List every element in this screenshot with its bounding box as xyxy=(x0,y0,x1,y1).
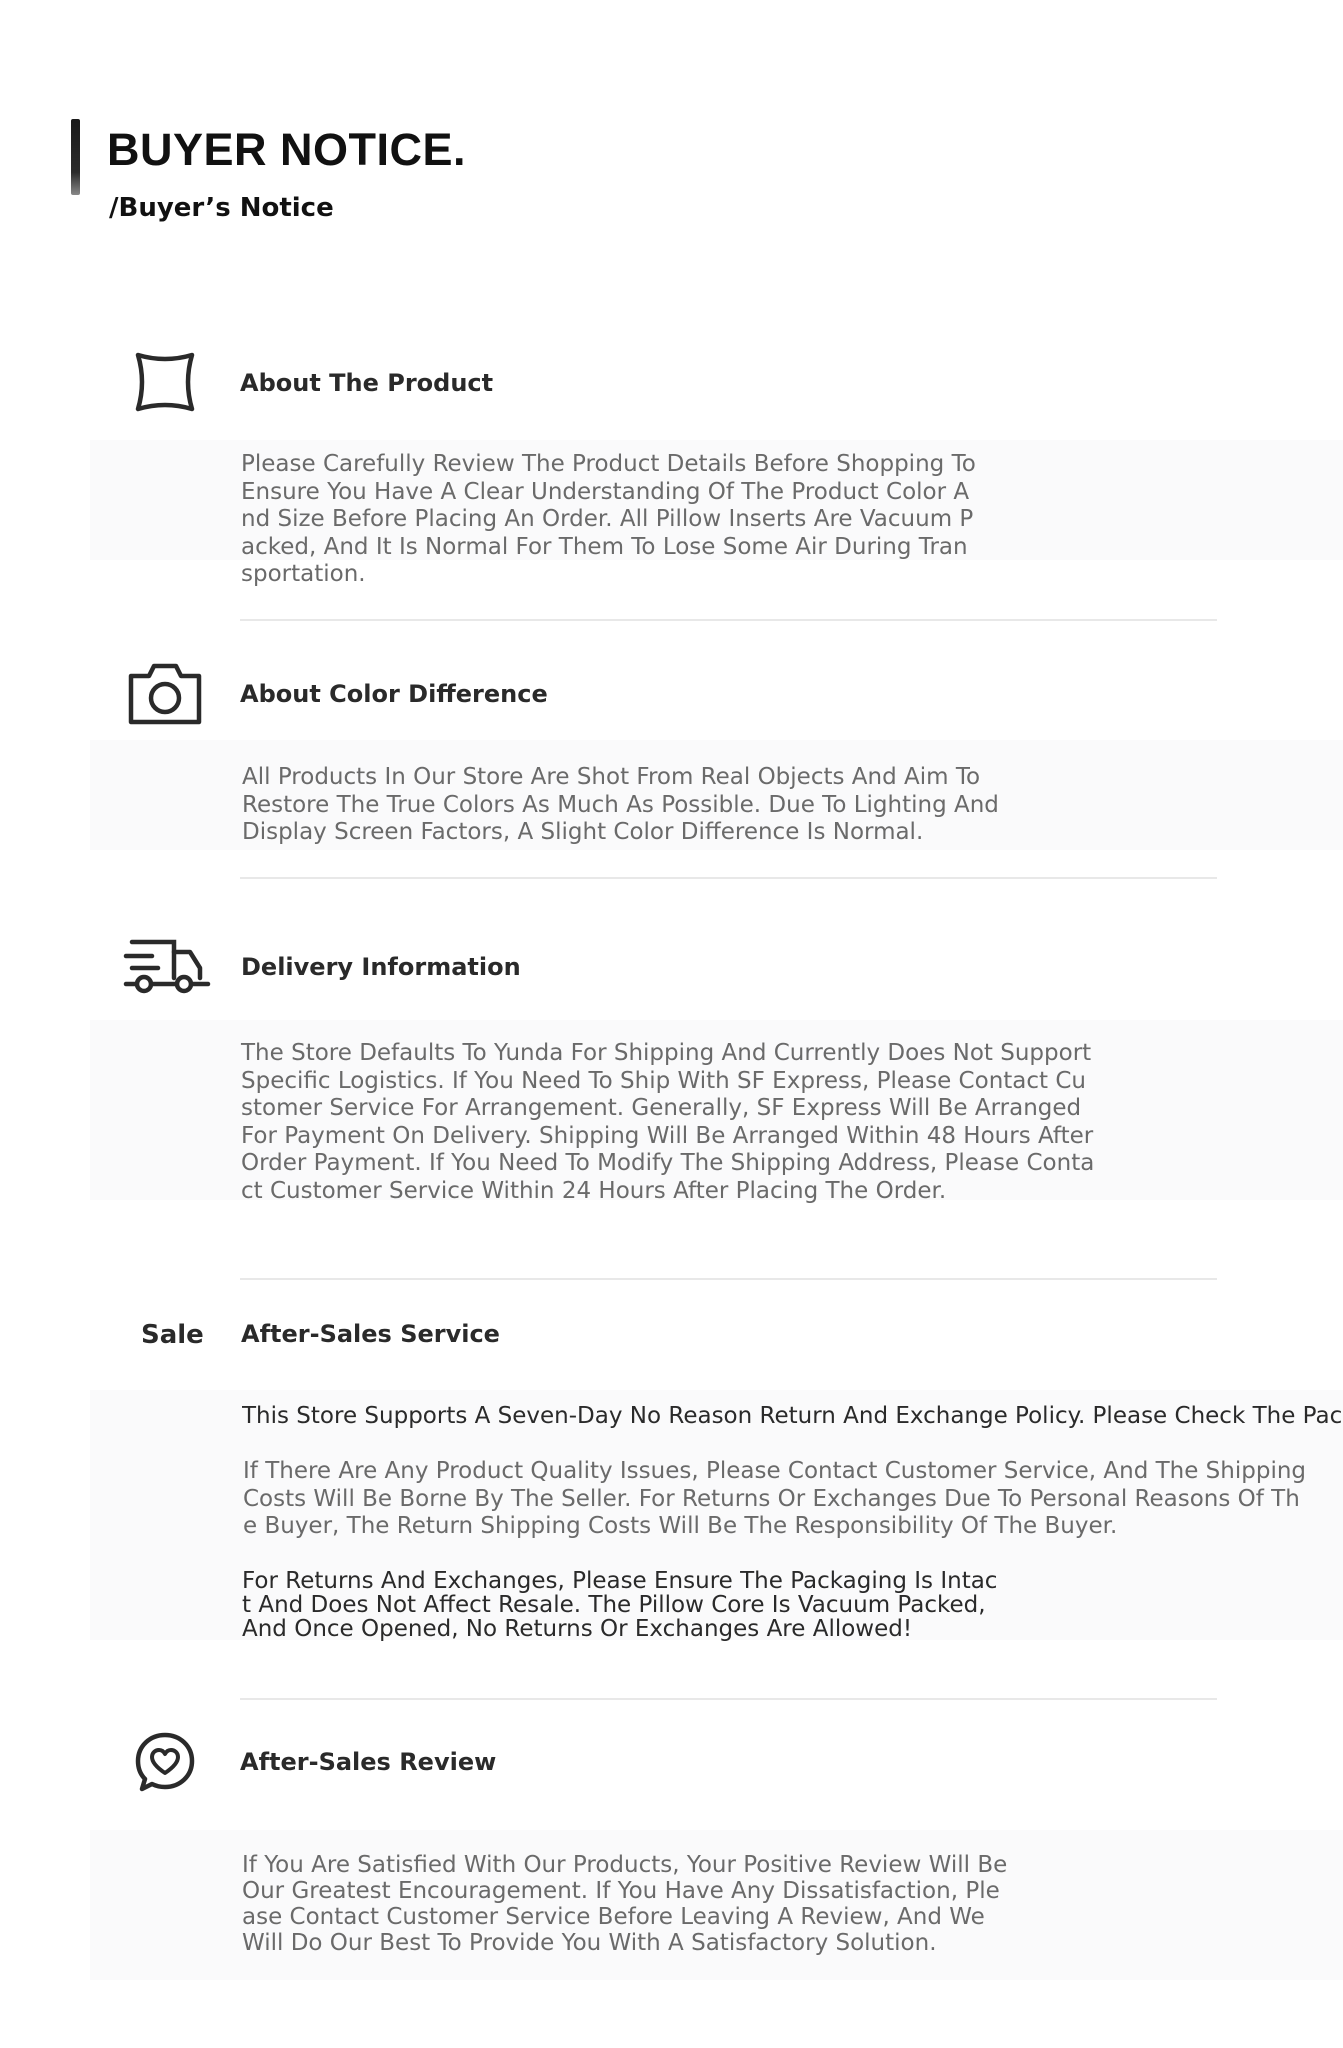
heart-chat-icon xyxy=(115,1722,215,1802)
section-divider xyxy=(240,619,1217,621)
section-heading-after-sales-service: After-Sales Service xyxy=(241,1320,500,1348)
returns-conditions-text: For Returns And Exchanges, Please Ensure The Packaging Is Intact And Does Not Affect Resale. The Pillow Core Is Vacuum Packed, And Once Opened, No Returns Or Exchanges Are Allowed! xyxy=(242,1568,998,1642)
section-heading-about-product: About The Product xyxy=(240,369,494,397)
section-heading-after-sales-review: After-Sales Review xyxy=(240,1748,497,1776)
review-text: If You Are Satisfied With Our Products, Your Positive Review Will Be Our Greatest Encouragement. If You Have Any Dissatisfaction, Please Contact Customer Service Before Leaving A Review, And We Will Do Our Best To Provide You With A Satisfactory Solution. xyxy=(242,1852,1008,1956)
quality-issues-text: If There Are Any Product Quality Issues, Please Contact Customer Service, And The Shipping Costs Will Be Borne By The Seller. For Returns Or Exchanges Due To Personal Reasons Of The Buyer, The Return Shipping Costs Will Be The Responsibility Of The Buyer. xyxy=(243,1458,1307,1539)
color-difference-text: All Products In Our Store Are Shot From Real Objects And Aim To Restore The True Colors As Much As Possible. Due To Lighting And Display Screen Factors, A Slight Color Difference Is Normal. xyxy=(242,764,999,845)
page-title: BUYER NOTICE. xyxy=(107,124,467,175)
camera-icon xyxy=(115,653,215,733)
delivery-text: The Store Defaults To Yunda For Shipping And Currently Does Not Support Specific Logistics. If You Need To Ship With SF Express, Please Contact Customer Service For Arrangement. Generally, SF Express Will Be Arranged For Payment On Delivery. Shipping Will Be Arranged Within 48 Hours After Order Payment. If You Need To Modify The Shipping Address, Please Contact Customer Service Within 24 Hours After Placing The Order. xyxy=(241,1040,1095,1204)
about-product-text: Please Carefully Review The Product Details Before Shopping To Ensure You Have A Clear Understanding Of The Product Color And Size Before Placing An Order. All Pillow Inserts Are Vacuum Packed, And It Is Normal For Them To Lose Some Air During Transportation. xyxy=(241,451,976,587)
section-heading-delivery: Delivery Information xyxy=(241,953,521,981)
section-divider xyxy=(240,1278,1217,1280)
sale-label: Sale xyxy=(141,1320,204,1350)
section-heading-color-difference: About Color Difference xyxy=(240,680,548,708)
delivery-truck-icon xyxy=(117,925,217,1005)
section-divider xyxy=(240,1698,1217,1700)
pillow-icon xyxy=(115,342,215,422)
title-accent-bar xyxy=(71,119,80,195)
return-policy-text: This Store Supports A Seven-Day No Reason Return And Exchange Policy. Please Check The Pac xyxy=(242,1403,1343,1429)
section-divider xyxy=(240,877,1217,879)
page-subtitle: /Buyer’s Notice xyxy=(109,193,334,223)
